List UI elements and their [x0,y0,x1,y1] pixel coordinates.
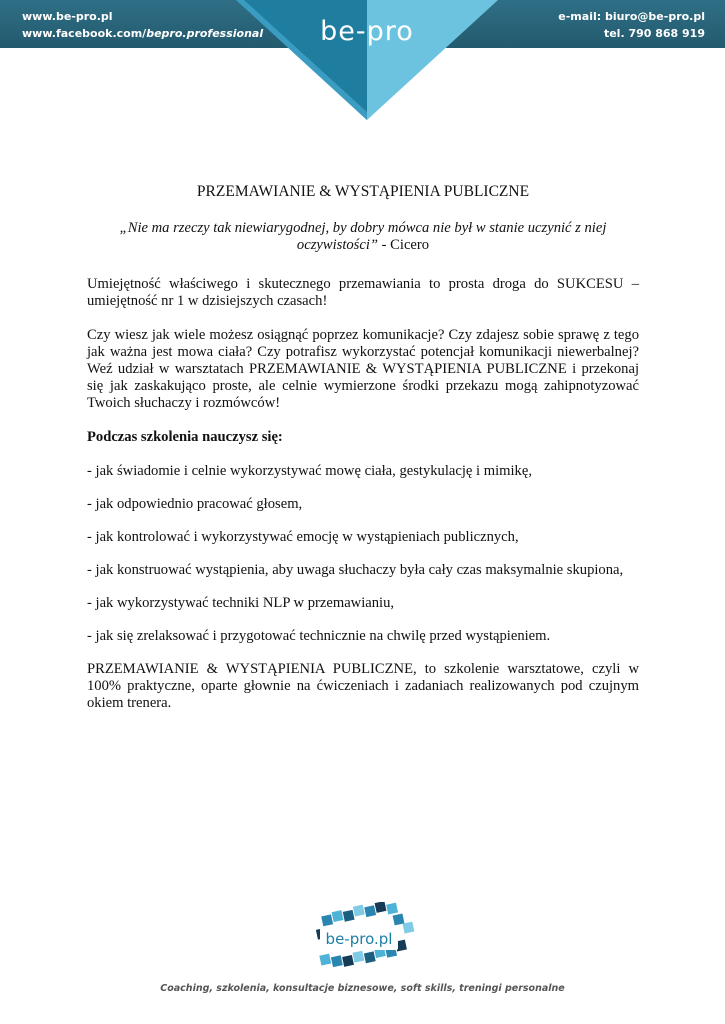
intro-paragraph: Umiejętność właściwego i skutecznego przemawiania to prosta droga do SUKCESU – umiejętność nr 1 w dzisiejszych czasach! [87,276,639,309]
list-item: - jak kontrolować i wykorzystywać emocję w wystąpieniach publicznych, [87,529,519,545]
facebook-link[interactable] [22,25,263,42]
list-item: - jak konstruować wystąpienia, aby uwaga słuchaczy była cały czas maksymalnie skupiona, [87,562,624,578]
website-link[interactable]: www.be-pro.pl [22,10,113,23]
facebook-handle: bepro.professional [146,27,264,40]
phone-number: tel. 790 868 919 [603,27,705,40]
header-contact-left [22,8,263,42]
list-item: - jak świadomie i celnie wykorzystywać mowę ciała, gestykulację i mimikę, [87,463,532,479]
quote-author: - Cicero [378,237,430,253]
quote-text: „Nie ma rzeczy tak niewiarygodnej, by dobry mówca nie był w stanie uczynić z niej oczywistości” [119,220,607,253]
document-body [87,183,639,729]
list-item: - jak odpowiednio pracować głosem, [87,496,303,512]
learn-heading: Podczas szkolenia nauczysz się: [87,429,283,445]
list-item: - jak się zrelaksować i przygotować technicznie na chwilę przed wystąpieniem. [87,628,551,644]
quote-block [87,220,639,254]
logo-text: be-pro.pl [320,928,398,950]
brand-name: be-pro [320,16,414,47]
footer-tagline: Coaching, szkolenia, konsultacje biznesowe, soft skills, treningi personalne [160,983,565,994]
header-contact-right [558,8,705,42]
closing-paragraph: PRZEMAWIANIE & WYSTĄPIENIA PUBLICZNE, to szkolenie warsztatowe, czyli w 100% praktyczne, oparte głownie na ćwiczeniach i zadaniach realizowanych pod czujnym okiem trenera. [87,661,639,711]
footer-logo [306,902,422,968]
document-title: PRZEMAWIANIE & WYSTĄPIENIA PUBLICZNE [196,183,530,200]
description-paragraph: Czy wiesz jak wiele możesz osiągnąć poprzez komunikacje? Czy zdajesz sobie sprawę z tego jak ważna jest mowa ciała? Czy potrafisz wykorzystać potencjał komunikacji niewerbalnej? Weź udział w warsztatach PRZEMAWIANIE & WYSTĄPIENIA PUBLICZNE i przekonaj się jak zaskakująco proste, ale celnie wymierzone środki przekazu mogą zahipnotyzować Twoich słuchaczy i rozmówców! [87,327,639,411]
facebook-prefix: www.facebook.com/ [22,27,147,40]
email-link[interactable]: e-mail: biuro@be-pro.pl [558,10,705,23]
list-item: - jak wykorzystywać techniki NLP w przemawianiu, [87,595,395,611]
